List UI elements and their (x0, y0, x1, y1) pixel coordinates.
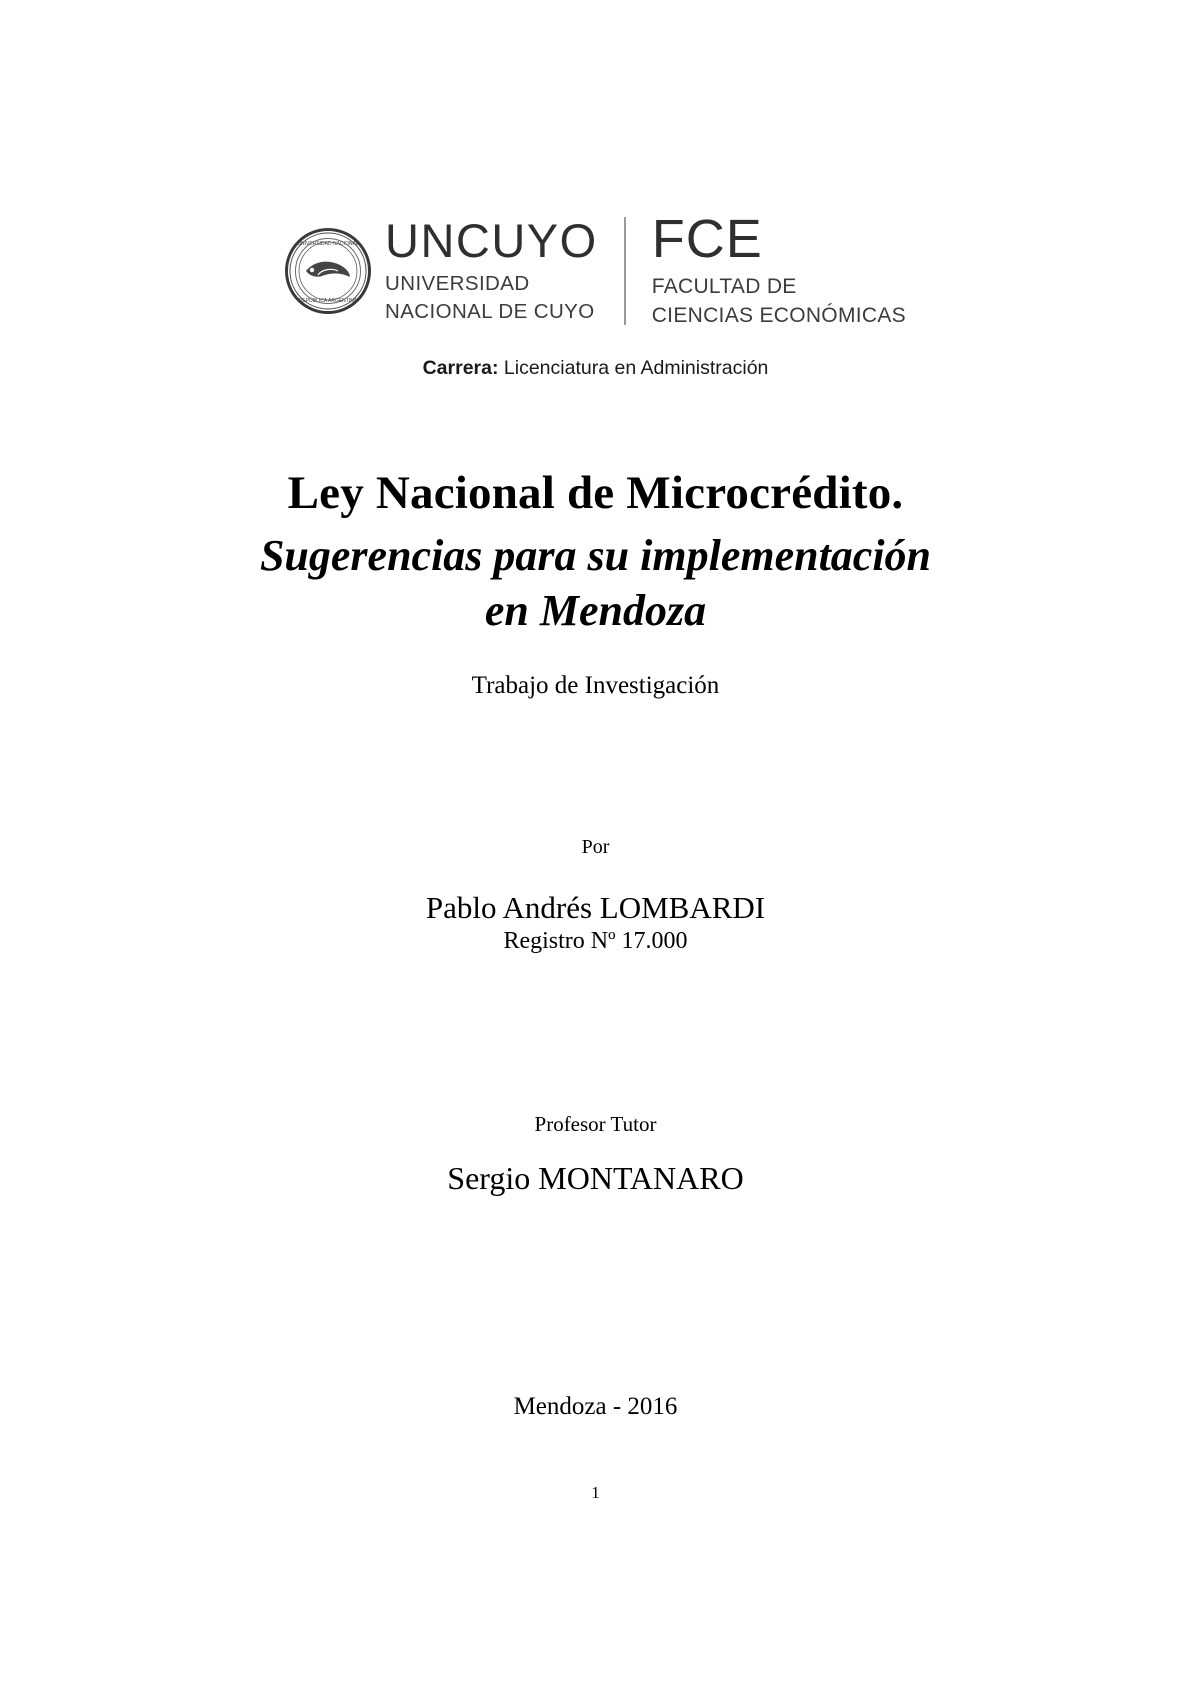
title-line-2: Sugerencias para su implementación (259, 530, 932, 580)
faculty-name-line2: CIENCIAS ECONÓMICAS (651, 303, 906, 327)
tutor-label: Profesor Tutor (534, 1112, 657, 1136)
place-and-year: Mendoza - 2016 (513, 1393, 678, 1420)
program-label: Carrera: (422, 357, 499, 379)
faculty-name-line1: FACULTAD DE (651, 275, 797, 298)
logo-band (0, 209, 1191, 330)
page-number: 1 (591, 1483, 600, 1502)
title-line-1: Ley Nacional de Microcrédito. (287, 467, 904, 519)
university-name-line2: NACIONAL DE CUYO (385, 299, 595, 323)
logo-group (285, 209, 906, 330)
faculty-acronym: FCE (651, 209, 763, 269)
program-line (0, 357, 1191, 380)
svg-text:REPÚBLICA ARGENTINA: REPÚBLICA ARGENTINA (298, 297, 358, 304)
document-title (0, 468, 1191, 638)
program-value: Licenciatura en Administración (503, 357, 769, 379)
university-name-line1: UNIVERSIDAD (385, 272, 530, 296)
svg-text:UNIVERSIDAD NACIONAL: UNIVERSIDAD NACIONAL (297, 240, 359, 247)
author-name: Pablo Andrés LOMBARDI (425, 890, 766, 925)
tutor-name: Sergio MONTANARO (447, 1160, 744, 1196)
university-acronym: UNCUYO (385, 214, 598, 268)
university-crest-icon (285, 228, 371, 314)
author-registration: Registro Nº 17.000 (503, 928, 688, 954)
faculty-name-block (651, 209, 906, 330)
title-line-3: en Mendoza (484, 586, 707, 636)
logo-divider (624, 217, 626, 325)
author-by-label: Por (581, 836, 610, 858)
document-subtitle: Trabajo de Investigación (471, 672, 720, 699)
university-name-block (385, 214, 598, 324)
